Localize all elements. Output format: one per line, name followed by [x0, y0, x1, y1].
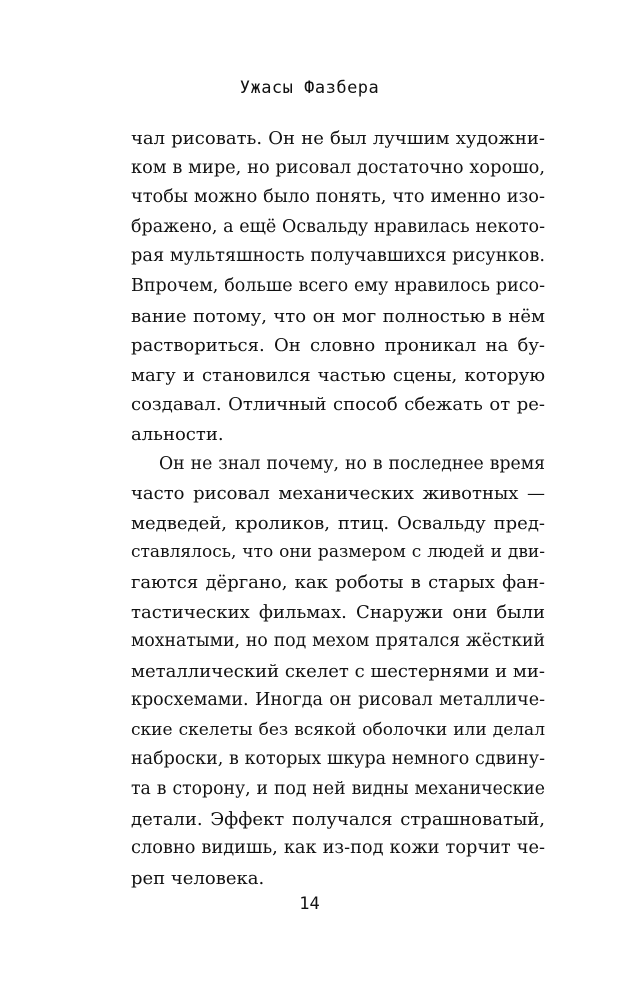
text-line: альности.	[131, 423, 224, 445]
text-line: словно видишь, как из-под кожи торчит че-	[131, 838, 545, 859]
text-line: Впрочем, больше всего ему нравилось рисо-	[131, 275, 545, 296]
text-line: тастических фильмах. Снаружи они были	[131, 601, 545, 623]
text-line: рая мультяшность получавшихся рисунков.	[131, 246, 545, 267]
text-line: металлический скелет с шестернями и ми-	[131, 660, 545, 682]
text-line: чал рисовать. Он не был лучшим художни-	[131, 128, 545, 149]
body-text	[131, 124, 545, 893]
text-line: ские скелеты без всякой оболочки или делал	[131, 719, 545, 740]
text-line: бражено, а ещё Освальду нравилась некото-	[131, 216, 545, 237]
text-line: ком в мире, но рисовал достаточно хорошо,	[131, 157, 545, 178]
paragraph	[131, 124, 545, 450]
text-line: часто рисовал механических животных —	[131, 483, 545, 505]
text-line: чтобы можно было понять, что именно изо-	[131, 187, 545, 208]
text-line: раствориться. Он словно проникал на бу-	[131, 335, 545, 357]
page-number: 14	[299, 894, 320, 914]
text-line: та в сторону, и под ней видны механические	[131, 779, 545, 800]
text-line: вание потому, что он мог полностью в нём	[131, 305, 545, 327]
text-line: реп человека.	[131, 867, 265, 889]
text-line: создавал. Отличный способ сбежать от ре-	[131, 394, 545, 416]
text-line: Он не знал почему, но в последнее время	[159, 453, 545, 474]
text-line: кросхемами. Иногда он рисовал металличе-	[131, 690, 545, 711]
text-line: ставлялось, что они размером с людей и дви-	[131, 542, 545, 563]
text-line: гаются дёргано, как роботы в старых фан-	[131, 571, 545, 593]
text-line: мохнатыми, но под мехом прятался жёсткий	[131, 631, 545, 652]
text-line: наброски, в которых шкура немного сдвину-	[131, 749, 545, 770]
text-line: детали. Эффект получался страшноватый,	[131, 808, 545, 830]
running-head: Ужасы Фазбера	[239, 78, 380, 98]
text-line: медведей, кроликов, птиц. Освальду пред-	[131, 512, 545, 534]
paragraph	[131, 450, 545, 894]
text-line: магу и становился частью сцены, которую	[131, 364, 545, 386]
